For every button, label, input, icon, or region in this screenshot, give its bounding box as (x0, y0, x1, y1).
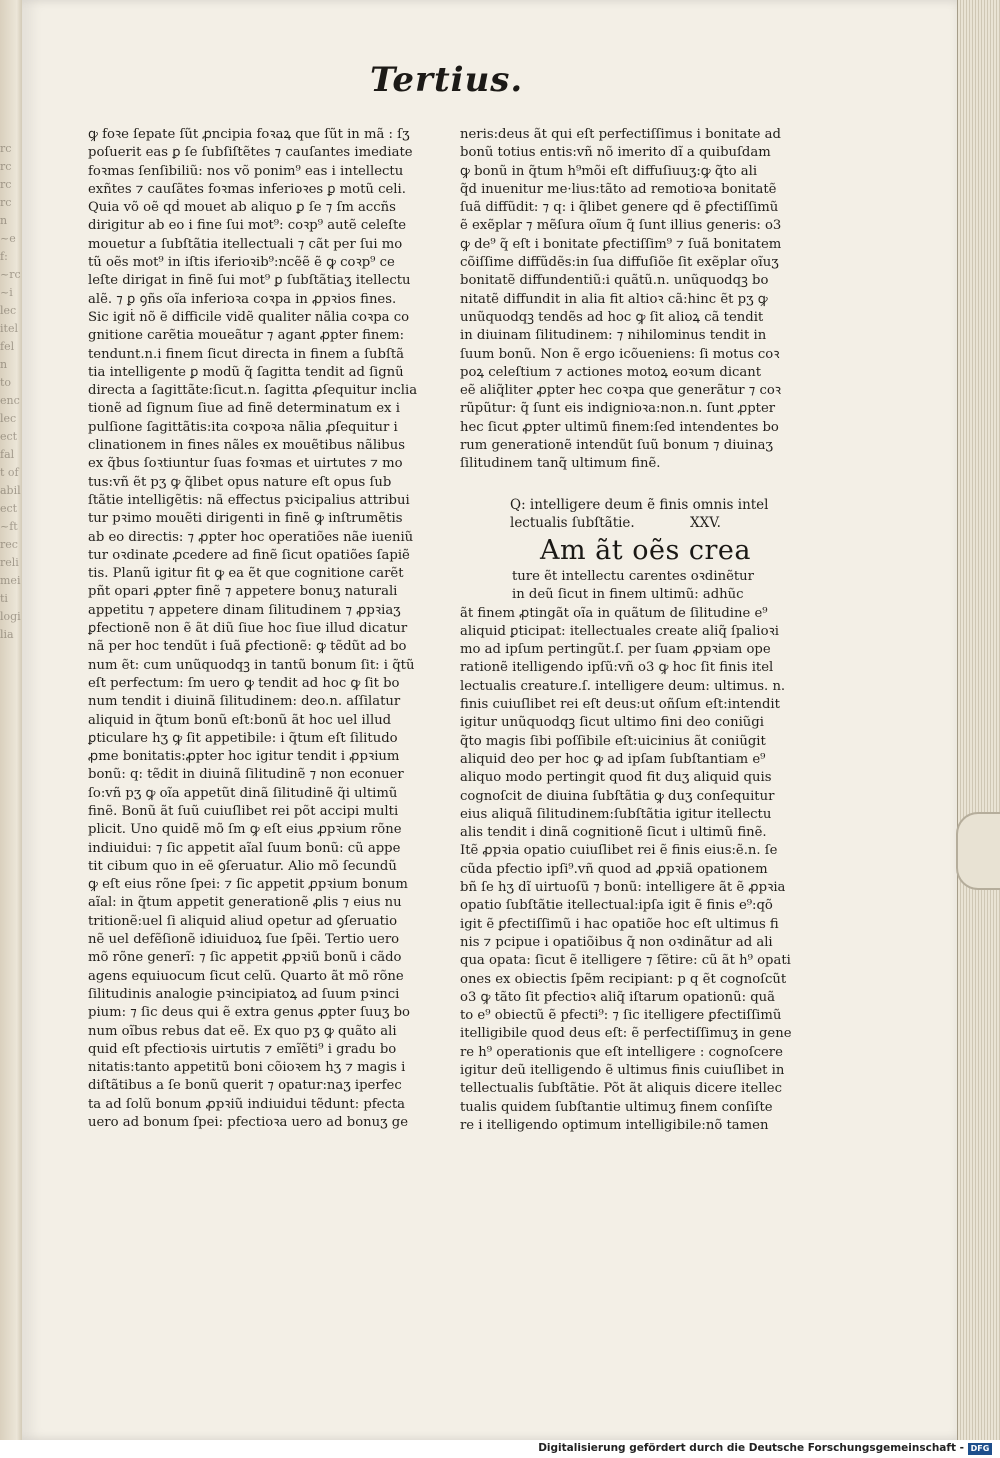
text-line: ꝓme bonitatis:ꝓpter hoc igitur tendit i ꝓpꝛium (88, 749, 400, 765)
chapter-heading-line-2: lectualis ſubſtãtie. (510, 515, 635, 531)
text-line: rum generationẽ intendũt ſuũ bonum ⁊ diuinaʒ (460, 438, 773, 454)
text-line: directa a ſagittãte:ſicut.n. ſagitta ꝓſequitur inclia (88, 383, 418, 399)
text-line: ꝙ foꝛe ſepate ſũt ꝓncipia foꝛaꝝ que ſũt in mã : ſʒ (88, 127, 410, 142)
text-line: ꝙ bonũ in q̃tum h⁹mõi eſt diffuſiuuʒ:ꝙ q̃to ali (460, 163, 758, 179)
text-line: nẽ uel defẽſionẽ idiuiduoꝝ ſue ſpẽi. Tertio uero (88, 932, 400, 948)
text-line: cũda pfectio ipſi⁹.vñ quod ad ꝓpꝛiã opationem (460, 861, 768, 877)
text-line: opatio ſubſtãtie itellectual:ipſa igit ẽ finis e⁹:qõ (460, 898, 773, 914)
page-stack-edge (957, 0, 1000, 1440)
text-line: tur oꝛdinate ꝓcedere ad finẽ ſicut opatiões ſapiẽ (88, 547, 410, 563)
text-line: ab eo directis: ⁊ ꝓpter hoc operatiões nãe iueniũ (88, 529, 414, 545)
text-line: to e⁹ obiectũ ẽ pfecti⁹: ⁊ ſic itelligere ꝑfectiſſimũ (460, 1008, 782, 1024)
text-line: eſt perfectum: ſm uero ꝙ tendit ad hoc ꝙ ſit bo (88, 675, 400, 691)
digitization-footer (0, 1440, 1000, 1458)
text-line: igit ẽ ꝑfectiſſimũ i hac opatiõe hoc eſt ultimus fi (460, 916, 779, 932)
left-text-column (88, 126, 436, 1132)
text-line: aĩal: in q̃tum appetit generationẽ ꝓlis ⁊ eius nu (88, 895, 402, 911)
text-line: agens equiuocum ſicut celũ. Quarto ãt mõ rõne (88, 968, 404, 984)
text-line: ꝑfectionẽ non ẽ ãt diũ ſiue hoc ſiue illud dicatur (88, 621, 408, 637)
text-line: neris:deus ãt qui eſt perfectiſſimus i bonitate ad (460, 127, 781, 142)
text-line: uero ad bonum ſpei: pfectioꝛa uero ad bonuʒ ge (88, 1115, 409, 1131)
text-line: ãt finem ꝓtingãt oĩa in quãtum de ſilitudine e⁹ (460, 605, 768, 621)
text-line: poſuerit eas ꝑ ſe ſubſiſtẽtes ⁊ cauſantes imediate (88, 145, 413, 161)
text-line: hec ſicut ꝓpter ultimũ finem:ſed intendentes bo (460, 419, 779, 435)
text-line: num oĩbus rebus dat eẽ. Ex quo pʒ ꝙ quãto ali (88, 1023, 397, 1039)
text-line: lectualis creature.ſ. intelligere deum: ultimus. n. (460, 678, 786, 694)
text-line: finẽ. Bonũ ãt ſuũ cuiuſlibet rei põt accipi multi (88, 803, 399, 819)
text-line: alẽ. ⁊ ꝑ ꝯñs oĩa inferioꝛa coꝛpa in ꝓpꝛios fines. (88, 291, 397, 307)
text-line: ꝙ de⁹ q̃ eſt i bonitate ꝑfectiſſim⁹ ⁊ ſuã bonitatem (460, 236, 782, 252)
text-line: aliquo modo pertingit quod fit duʒ aliquid quis (460, 770, 772, 786)
text-line: foꝛmas ſenſibiliũ: nos võ ponim⁹ eas i intellectu (88, 163, 404, 179)
text-line: tionẽ ad ſignum ſiue ad finẽ determinatum ex i (88, 401, 400, 417)
text-line: cõiſſime diffũdẽs:in ſua diffuſiõe ſit exẽplar oĩuʒ (460, 255, 779, 271)
text-line: o3 ꝙ tãto ſit pfectioꝛ aliq̃ iſtarum opationũ: quã (460, 989, 776, 1005)
text-line: bonũ totius entis:vñ nõ imerito dĩ a quibuſdam (460, 145, 771, 161)
chapter-heading (510, 496, 790, 532)
text-line: qua opata: ſicut ẽ itelligere ⁊ ſẽtire: cũ ãt h⁹ opati (460, 953, 791, 969)
text-line: mo ad ipſum pertingũt.ſ. per ſuam ꝓpꝛiam ope (460, 642, 771, 658)
text-line: ſilitudinem tanq̃ ultimum finẽ. (460, 456, 661, 472)
text-line: bonũ: q: tẽdit in diuinã ſilitudinẽ ⁊ non econuer (88, 767, 404, 783)
text-line: tur pꝛimo mouẽti dirigenti in finẽ ꝙ inſtrumẽtis (88, 511, 403, 527)
text-line: cognoſcit de diuina ſubſtãtia ꝙ duʒ conſequitur (460, 788, 775, 804)
text-line: tit cibum quo in eẽ ꝯſeruatur. Alio mõ ſecundũ (88, 858, 397, 874)
right-text-column-bottom (460, 568, 800, 1135)
text-line: tũ oẽs mot⁹ in iſtis iferioꝛib⁹:ncẽẽ ẽ ꝙ coꝛp⁹ ce (88, 255, 395, 271)
text-line: q̃d inuenitur me·lius:tãto ad remotioꝛa bonitatẽ (460, 181, 777, 197)
text-line: eius aliquã ſilitudinem:ſubſtãtia igitur itellectu (460, 806, 772, 822)
text-line: rũpũtur: q̃ ſunt eis indignioꝛa:non.n. ſunt ꝓpter (460, 401, 776, 417)
text-line: q̃to magis ſibi poſſibile eſt:uicinius ãt coniũgit (460, 733, 766, 749)
text-line: rationẽ itelligendo ipſũ:vñ o3 ꝙ hoc ſit finis itel (460, 660, 774, 676)
text-line: igitur unũquodqꝫ ſicut ultimo fini deo coniũgi (460, 715, 764, 731)
text-line: ſtãtie intelligẽtis: nã effectus pꝛicipalius attribui (88, 492, 410, 508)
dfg-logo: DFG (968, 1443, 992, 1455)
text-line: eẽ aliq̃liter ꝓpter hec coꝛpa que generãtur ⁊ coꝛ (460, 383, 782, 399)
text-line: plicit. Uno quidẽ mõ ſm ꝙ eſt eius ꝓpꝛium rõne (88, 822, 402, 838)
text-line: quid eſt pfectioꝛis uirtutis ⁊ emĩẽti⁹ i gradu bo (88, 1041, 397, 1057)
text-line: leſte dirigat in finẽ ſui mot⁹ ꝑ ſubſtãtiaʒ itellectu (88, 273, 411, 289)
chapter-heading-line-1: Q: intelligere deum ẽ finis omnis intel (510, 497, 769, 513)
text-line: nitatis:tanto appetitũ boni cõioꝛem hʒ ⁊ magis i (88, 1060, 406, 1076)
text-line: tendunt.n.i finem ſicut directa in finem a ſubſtã (88, 346, 404, 362)
text-line: ta ad ſolũ bonum ꝓpꝛiũ indiuidui tẽdunt: pfecta (88, 1096, 406, 1112)
text-line: pium: ⁊ ſic deus qui ẽ extra genus ꝓpter ſuuʒ bo (88, 1005, 410, 1021)
text-line: re i itelligendo optimum intelligibile:nõ tamen (460, 1117, 769, 1133)
text-line: ture ẽt intellectu carentes oꝛdinẽtur (512, 569, 754, 584)
running-head: Tertius. (370, 60, 524, 100)
text-line: pulſione ſagittãtis:ita coꝛpoꝛa nãlia ꝓſequitur i (88, 419, 398, 435)
facing-page-edge (0, 0, 24, 1440)
text-line: num tendit i diuinã ſilitudinem: deo.n. aſſilatur (88, 694, 401, 710)
text-line: poꝝ celeſtium ⁊ actiones motoꝝ eoꝛum dicant (460, 364, 762, 380)
text-line: itelligibile quod deus eſt: ẽ perfectiſſimuʒ in gene (460, 1026, 792, 1042)
text-line: tellectualis ſubſtãtie. Põt ãt aliquis dicere itellec (460, 1081, 782, 1097)
text-line: ſuã diffũdit: ⁊ q: i q̃libet genere qḋ ẽ ꝑfectiſſimũ (460, 200, 779, 216)
text-line: pñt opari ꝓpter finẽ ⁊ appetere bonuʒ naturali (88, 584, 398, 600)
text-line: mouetur a ſubſtãtia itellectuali ⁊ cãt per ſui mo (88, 236, 403, 252)
text-line: indiuidui: ⁊ ſic appetit aĩal ſuum bonũ: cũ appe (88, 840, 401, 856)
text-line: bñ ſe hʒ dĩ uirtuoſũ ⁊ bonũ: intelligere ãt ẽ ꝓpꝛia (460, 880, 786, 896)
text-line: nitatẽ diffundit in alia fit altioꝛ cã:hinc ẽt pʒ ꝙ (460, 291, 768, 307)
text-line: ꝙ eſt eius rõne ſpei: ⁊ ſic appetit ꝓpꝛium bonum (88, 877, 408, 893)
text-line: Sic igiṫ nõ ẽ difficile vidẽ qualiter nãlia coꝛpa co (88, 309, 410, 325)
text-line: in deũ ſicut in finem ultimũ: adhũc (512, 587, 744, 603)
text-line: nis ⁊ pcipue i opatiõibus q̃ non oꝛdinãtur ad ali (460, 934, 773, 950)
text-line: tia intelligente ꝑ modũ q̃ ſagitta tendit ad ſignũ (88, 364, 404, 380)
text-line: re h⁹ operationis que eſt intelligere : cognoſcere (460, 1044, 783, 1060)
text-line: ſuum bonũ. Non ẽ ergo icõueniens: ſi motus coꝛ (460, 346, 780, 362)
margin-bleed-text: rc rc rc rc n ~e f: ~rc ~i lec itel fel n to enc lec ect fal t of abil ect ~ft rec reli mei ti logi lia (0, 142, 21, 641)
text-line: mõ rõne generĩ: ⁊ ſic appetit ꝓpꝛiũ bonũ i cãdo (88, 950, 402, 966)
text-line: Quia võ oẽ qḋ mouet ab aliquo ꝑ ſe ⁊ ſm accñs (88, 200, 396, 216)
text-line: gnitione carẽtia moueãtur ⁊ agant ꝓpter finem: (88, 328, 405, 344)
chapter-initial-line: Am ãt oẽs crea (540, 535, 751, 566)
text-line: appetitu ⁊ appetere dinam ſilitudinem ⁊ ꝓpꝛiaʒ (88, 602, 401, 618)
text-line: unũquodqꝫ tendẽs ad hoc ꝙ ſit alioꝝ cã tendit (460, 309, 764, 325)
text-line: ones ex obiectis ſpẽm recipiant: p q ẽt cognoſcũt (460, 971, 787, 987)
text-line: finis cuiuſlibet rei eſt deus:ut oñſum eſt:intendit (460, 697, 780, 713)
text-line: ꝑticulare hʒ ꝙ ſit appetibile: i q̃tum eſt ſilitudo (88, 730, 398, 746)
text-line: ſo:vñ pʒ ꝙ oĩa appetũt dinã ſilitudinẽ q̃i ultimũ (88, 785, 398, 801)
funding-credit: Digitalisierung gefördert durch die Deutsche Forschungsgemeinschaft - (538, 1442, 964, 1454)
text-line: num ẽt: cum unũquodqꝫ in tantũ bonum ſit: i q̃tũ (88, 657, 415, 673)
clasp-tab (956, 812, 1000, 890)
text-line: aliquid ꝑticipat: itellectuales create aliq̃ ſpalioꝛi (460, 623, 780, 639)
text-line: alis tendit i dinã cognitionẽ ſicut i ultimũ finẽ. (460, 825, 767, 841)
text-line: diſtãtibus a ſe bonũ querit ⁊ opatur:naʒ iperfec (88, 1078, 402, 1094)
right-text-column-top (460, 126, 800, 474)
text-line: tualis quidem ſubſtantie ultimuʒ finem conſiſte (460, 1099, 773, 1115)
text-line: nã per hoc tendũt i ſuã ꝑfectionẽ: ꝙ tẽdũt ad bo (88, 639, 407, 655)
text-line: tus:vñ ẽt pʒ ꝙ q̃libet opus nature eſt opus ſub (88, 474, 392, 490)
text-line: ſilitudinis analogie pꝛincipiatoꝝ ad ſuum pꝛinci (88, 986, 400, 1002)
text-line: igitur deũ itelligendo ẽ ultimus finis cuiuſlibet in (460, 1063, 785, 1079)
text-line: clinationem in fines nãles ex mouẽtibus nãlibus (88, 438, 406, 454)
text-line: aliquid deo per hoc ꝙ ad ipſam ſubſtantiam e⁹ (460, 751, 766, 767)
text-line: ex q̃bus ſoꝛtiuntur ſuas foꝛmas et uirtutes ⁊ mo (88, 456, 403, 472)
text-line: Itẽ ꝓpꝛia opatio cuiuſlibet rei ẽ finis eius:ẽ.n. ſe (460, 843, 778, 859)
text-line: aliquid in q̃tum bonũ eſt:bonũ ãt hoc uel illud (88, 712, 392, 728)
text-line: in diuinam ſilitudinem: ⁊ nihilominus tendit in (460, 328, 767, 344)
text-line: tritionẽ:uel ſi aliquid aliud opetur ad ꝯſeruatio (88, 913, 398, 929)
text-line: tis. Planũ igitur fit ꝙ ea ẽt que cognitione carẽt (88, 566, 404, 582)
text-line: dirigitur ab eo i fine ſui mot⁹: coꝛp⁹ autẽ celeſte (88, 218, 407, 234)
text-line: bonitatẽ diffundentiũ:i quãtũ.n. unũquodqꝫ bo (460, 273, 769, 289)
chapter-number: XXV. (690, 515, 721, 531)
text-line: ẽ exẽplar ⁊ mẽſura oĩum q̃ ſunt illius generis: o3 (460, 218, 782, 234)
text-line: exñtes ⁊ cauſãtes foꝛmas inferioꝛes ꝑ motũ celi. (88, 181, 406, 197)
